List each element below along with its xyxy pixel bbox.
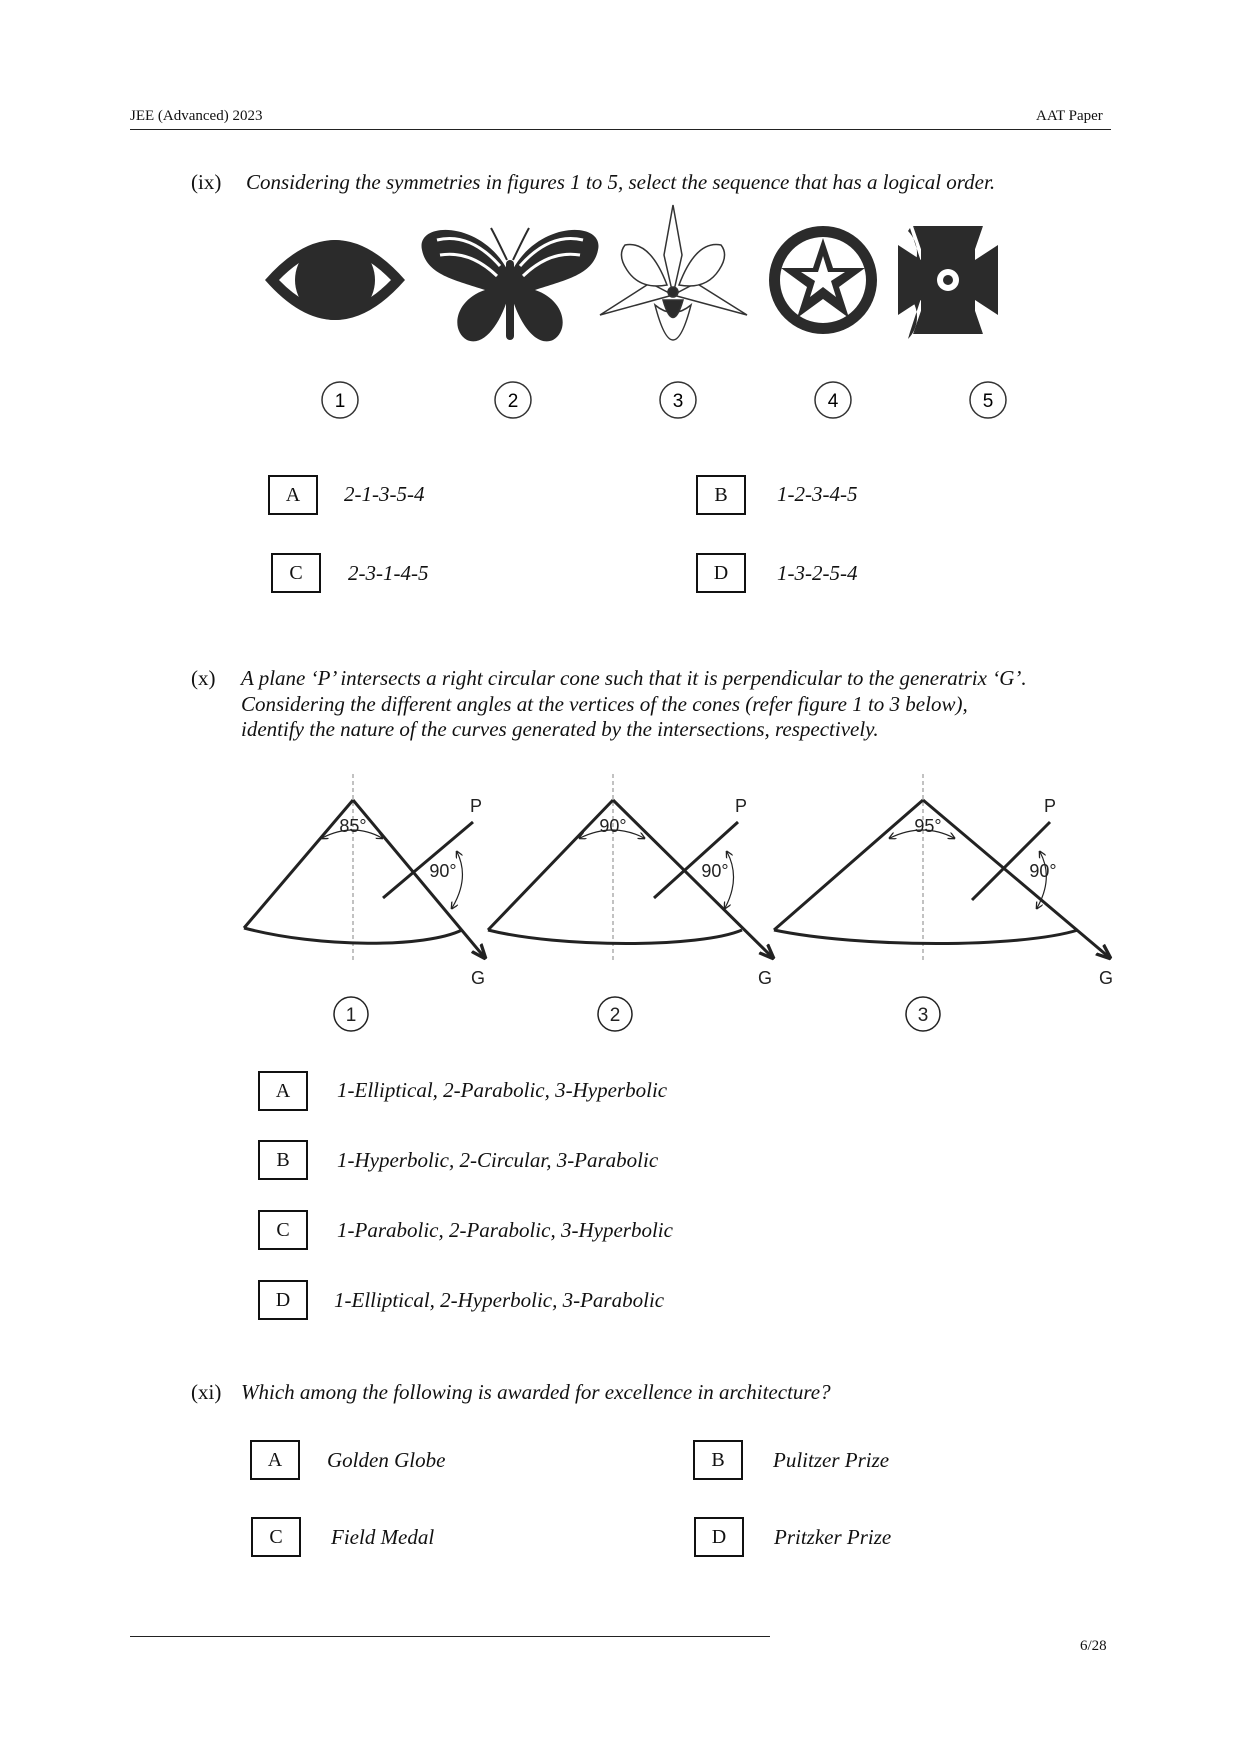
svg-text:4: 4 <box>827 391 839 412</box>
svg-text:G: G <box>757 968 773 988</box>
svg-text:P: P <box>469 796 483 816</box>
header-rule <box>130 129 1111 130</box>
q10-option-b-box[interactable]: B <box>258 1140 308 1180</box>
header-paper-name: AAT Paper <box>1036 108 1103 124</box>
figure-label-5 <box>970 382 1006 418</box>
cone-figure-1 <box>244 774 485 1031</box>
svg-text:G: G <box>470 968 486 988</box>
q9-option-d-text: 1-3-2-5-4 <box>777 561 858 585</box>
q11-text: Which among the following is awarded for excellence in architecture? <box>241 1380 831 1404</box>
q11-option-d-box[interactable]: D <box>694 1517 744 1557</box>
svg-text:95°: 95° <box>914 816 942 836</box>
svg-text:P: P <box>734 796 748 816</box>
svg-text:85°: 85° <box>339 816 367 836</box>
footer-rule <box>130 1636 770 1637</box>
butterfly-icon <box>422 228 599 341</box>
svg-text:G: G <box>1098 968 1114 988</box>
q10-text-line-1: A plane ‘P’ intersects a right circular cone such that it is perpendicular to the generatrix ‘G’. <box>241 666 1027 690</box>
svg-text:90°: 90° <box>1029 861 1057 881</box>
svg-text:P: P <box>1043 796 1057 816</box>
q11-option-c-text: Field Medal <box>331 1525 435 1549</box>
header-exam-title: JEE (Advanced) 2023 <box>130 108 263 124</box>
flower-icon <box>600 205 747 340</box>
q10-option-a-box[interactable]: A <box>258 1071 308 1111</box>
star-in-circle-icon <box>769 226 877 334</box>
q9-symmetry-figures <box>255 200 1055 430</box>
q10-option-c-box[interactable]: C <box>258 1210 308 1250</box>
q11-option-a-box[interactable]: A <box>250 1440 300 1480</box>
q11-option-c-box[interactable]: C <box>251 1517 301 1557</box>
q11-number: (xi) <box>191 1380 222 1404</box>
q11-option-b-box[interactable]: B <box>693 1440 743 1480</box>
svg-text:90°: 90° <box>599 816 627 836</box>
q10-text <box>241 666 1027 743</box>
q10-option-b-text: 1-Hyperbolic, 2-Circular, 3-Parabolic <box>337 1148 659 1172</box>
q9-option-c-text: 2-3-1-4-5 <box>348 561 429 585</box>
svg-text:90°: 90° <box>429 861 457 881</box>
cone-figure-3 <box>774 774 1113 1031</box>
q10-text-line-2: Considering the different angles at the vertices of the cones (refer figure 1 to 3 below), <box>241 691 968 716</box>
figure-label-3 <box>660 382 696 418</box>
q9-text: Considering the symmetries in figures 1 to 5, select the sequence that has a logical order. <box>246 170 996 194</box>
page-number: 6/28 <box>1080 1638 1107 1654</box>
q10-number: (x) <box>191 666 216 690</box>
svg-text:90°: 90° <box>701 861 729 881</box>
svg-text:5: 5 <box>982 391 994 412</box>
svg-text:3: 3 <box>917 1005 929 1026</box>
q10-option-d-box[interactable]: D <box>258 1280 308 1320</box>
figure-label-2 <box>495 382 531 418</box>
q9-option-c-box[interactable]: C <box>271 553 321 593</box>
q9-option-b-box[interactable]: B <box>696 475 746 515</box>
q10-option-d-text: 1-Elliptical, 2-Hyperbolic, 3-Parabolic <box>334 1288 665 1312</box>
figure-label-4 <box>815 382 851 418</box>
svg-text:1: 1 <box>345 1005 357 1026</box>
q9-option-d-box[interactable]: D <box>696 553 746 593</box>
q10-option-a-text: 1-Elliptical, 2-Parabolic, 3-Hyperbolic <box>337 1078 668 1102</box>
q9-option-a-text: 2-1-3-5-4 <box>344 482 425 506</box>
q11-option-d-text: Pritzker Prize <box>774 1525 892 1549</box>
q11-option-b-text: Pulitzer Prize <box>773 1448 890 1472</box>
q11-option-a-text: Golden Globe <box>327 1448 446 1472</box>
figure-label-1 <box>322 382 358 418</box>
q9-option-b-text: 1-2-3-4-5 <box>777 482 858 506</box>
svg-text:2: 2 <box>609 1005 621 1026</box>
q10-option-c-text: 1-Parabolic, 2-Parabolic, 3-Hyperbolic <box>337 1218 673 1242</box>
q9-option-a-box[interactable]: A <box>268 475 318 515</box>
eye-icon <box>265 240 405 320</box>
svg-text:2: 2 <box>507 391 519 412</box>
cross-icon <box>898 226 998 339</box>
svg-text:3: 3 <box>672 391 684 412</box>
cone-figure-2 <box>488 774 773 1031</box>
q9-number: (ix) <box>191 170 222 194</box>
q10-text-line-3: identify the nature of the curves generated by the intersections, respectively. <box>241 717 879 741</box>
svg-text:1: 1 <box>334 391 346 412</box>
q10-cone-figures <box>230 770 1130 1040</box>
